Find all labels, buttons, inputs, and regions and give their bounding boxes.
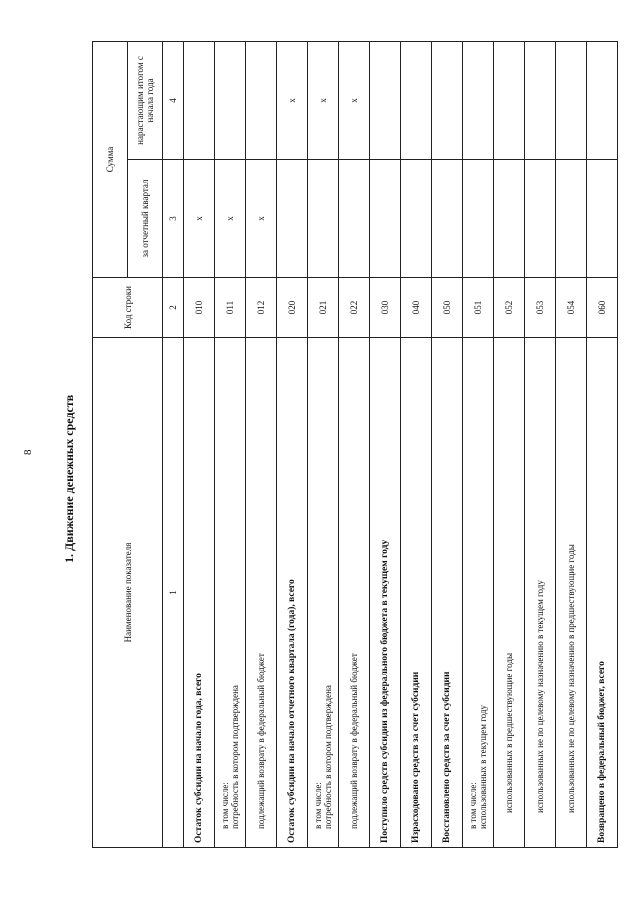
table-body — [184, 41, 618, 847]
cash-flow-form — [92, 42, 624, 848]
row-name — [463, 338, 494, 848]
row-quarter-value — [432, 160, 463, 278]
row-quarter-value: x — [184, 160, 215, 278]
row-name — [215, 338, 246, 848]
row-name-line: подлежащий возврату в федеральный бюджет — [348, 653, 359, 829]
row-code: 050 — [432, 278, 463, 338]
row-name — [308, 338, 339, 848]
row-cumulative-value: x — [339, 41, 370, 159]
row-name-line: Возвращено в федеральный бюджет, всего — [596, 661, 607, 843]
table-row — [215, 41, 246, 847]
row-name — [587, 338, 618, 848]
table-row — [494, 41, 525, 847]
row-name-line: в том числе: — [219, 782, 230, 829]
row-name-line: в том числе: — [467, 782, 478, 829]
row-code: 020 — [277, 278, 308, 338]
row-name-line: Восстановлено средств за счет субсидии — [441, 671, 452, 843]
section-title: 1. Движение денежных средств — [62, 394, 76, 563]
row-cumulative-value: x — [308, 41, 339, 159]
row-cumulative-value — [215, 41, 246, 159]
row-code: 022 — [339, 278, 370, 338]
row-quarter-value — [339, 160, 370, 278]
row-code: 054 — [556, 278, 587, 338]
row-name-line: Остаток субсидии на начало отчетного квартала (года), всего — [286, 579, 297, 843]
row-name-line: подлежащий возврату в федеральный бюджет — [255, 653, 266, 829]
cash-flow-table — [92, 41, 618, 848]
row-code: 053 — [525, 278, 556, 338]
row-code: 030 — [370, 278, 401, 338]
table-row — [370, 41, 401, 847]
table-row — [246, 41, 277, 847]
row-code: 011 — [215, 278, 246, 338]
row-code: 060 — [587, 278, 618, 338]
row-code: 051 — [463, 278, 494, 338]
row-cumulative-value — [494, 41, 525, 159]
row-cumulative-value — [556, 41, 587, 159]
row-name-line: использованных в текущем году — [478, 705, 488, 829]
header-code: Код строки — [93, 278, 163, 338]
row-name — [432, 338, 463, 848]
row-name-line: потребность в котором подтверждена — [230, 685, 240, 829]
row-name — [556, 338, 587, 848]
row-name-line: в том числе: — [312, 782, 323, 829]
row-code: 012 — [246, 278, 277, 338]
row-cumulative-value — [432, 41, 463, 159]
row-name-line: использованных не по целевому назначению в текущем году — [534, 580, 545, 813]
row-name — [246, 338, 277, 848]
table-row — [432, 41, 463, 847]
row-quarter-value: x — [246, 160, 277, 278]
table-row — [401, 41, 432, 847]
table-row — [277, 41, 308, 847]
table-row — [525, 41, 556, 847]
header-quarter: за отчетный квартал — [128, 160, 163, 278]
row-name — [339, 338, 370, 848]
header-num-1: 1 — [163, 338, 184, 848]
row-quarter-value — [494, 160, 525, 278]
header-num-3: 3 — [163, 160, 184, 278]
table-row — [587, 41, 618, 847]
header-name: Наименование показателя — [93, 338, 163, 848]
table-row — [463, 41, 494, 847]
table-row — [339, 41, 370, 847]
table-row — [184, 41, 215, 847]
row-quarter-value — [463, 160, 494, 278]
row-quarter-value: x — [215, 160, 246, 278]
row-quarter-value — [525, 160, 556, 278]
row-cumulative-value — [525, 41, 556, 159]
header-num-2: 2 — [163, 278, 184, 338]
header-sum: Сумма — [93, 41, 128, 277]
row-name-line: Поступило средств субсидии из федерального бюджета в текущем году — [379, 539, 390, 843]
row-name — [401, 338, 432, 848]
row-name-line: потребность в котором подтверждена — [323, 685, 333, 829]
table-row — [308, 41, 339, 847]
row-code: 040 — [401, 278, 432, 338]
row-cumulative-value — [463, 41, 494, 159]
row-name — [277, 338, 308, 848]
row-name-line: использованных в предшествующие годы — [503, 652, 514, 813]
row-quarter-value — [308, 160, 339, 278]
row-name — [494, 338, 525, 848]
row-cumulative-value — [587, 41, 618, 159]
row-cumulative-value: x — [277, 41, 308, 159]
row-quarter-value — [277, 160, 308, 278]
header-num-4: 4 — [163, 41, 184, 159]
row-name-line: Израсходовано средств за счет субсидии — [410, 671, 421, 843]
row-name — [184, 338, 215, 848]
header-cumulative: нарастающим итогом с начала года — [128, 41, 163, 159]
row-quarter-value — [556, 160, 587, 278]
row-cumulative-value — [246, 41, 277, 159]
row-code: 010 — [184, 278, 215, 338]
row-name-line: Остаток субсидии на начало года, всего — [193, 673, 204, 843]
row-name — [525, 338, 556, 848]
row-cumulative-value — [184, 41, 215, 159]
row-code: 052 — [494, 278, 525, 338]
page-number: 8 — [22, 449, 34, 455]
row-code: 021 — [308, 278, 339, 338]
row-name-line: использованных не по целевому назначению в предшествующие годы — [565, 544, 576, 813]
row-name — [370, 338, 401, 848]
row-quarter-value — [370, 160, 401, 278]
row-quarter-value — [401, 160, 432, 278]
row-cumulative-value — [370, 41, 401, 159]
row-quarter-value — [587, 160, 618, 278]
table-row — [556, 41, 587, 847]
row-cumulative-value — [401, 41, 432, 159]
